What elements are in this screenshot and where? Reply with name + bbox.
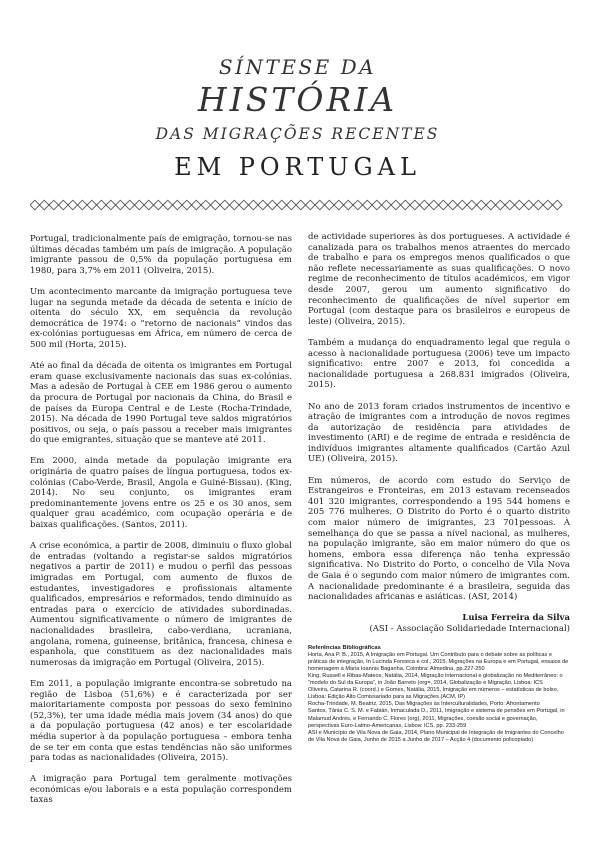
diamond-shape	[268, 200, 278, 210]
diamond-shape	[401, 200, 411, 210]
reference-item: Rocha-Trindade, M. Beatriz, 2015, Das Migrações às Interculturalidades, Porto: Afrontamento	[308, 701, 540, 708]
signature	[308, 613, 570, 634]
right-column	[308, 232, 570, 744]
diamond-shape	[135, 200, 145, 210]
reference-item: ASI e Município de Vila Nova de Gaia, 2014, Plano Municipal de Integração de Imigrantes do Concelho de Vila Nova de Gaia, Junho de 2015 a Junho de 2017 – Acção 4 (documento policopiado)	[308, 729, 564, 743]
diamond-shape	[353, 200, 363, 210]
author-organization: (ASI - Associação Solidariedade Internacional)	[369, 623, 570, 634]
title-block	[0, 55, 595, 181]
diamond-shape	[78, 200, 88, 210]
title-line-1: SÍNTESE DA	[218, 55, 377, 79]
diamond-shape	[439, 200, 449, 210]
diamond-shape	[486, 200, 496, 210]
diamond-shape	[59, 200, 69, 210]
diamond-shape	[182, 200, 192, 210]
diamond-shape	[163, 200, 173, 210]
paragraph: Em 2000, ainda metade da população imigrante era originária de quatro países de língua portuguesa, todos ex-colónias (Cabo-Verde, Brasil, Angola e Guiné-Bissau). (King, 2014). No seu conjunto, os imigrantes eram predominantemente jovens entre os 25 e os 30 anos, sem qualquer grau académico, com ocupação operária e de baixas qualificações. (Santos, 2011).	[30, 456, 292, 531]
paragraph: de actividade superiores às dos portugueses. A actividade é canalizada para os trabalhos menos atraentes do mercado de trabalho e para os empregos menos qualificados o que não reflete necessariamente as suas qualificações. O novo regime de reconhecimento de títulos académicos, em vigor desde 2007, gerou um aumento significativo do reconhecimento de qualificações de nível superior em Portugal (com destaque para os brasileiros e europeus de leste) (Oliveira, 2015).	[308, 232, 570, 327]
diamond-shape	[68, 200, 78, 210]
reference-item: Horta, Ana P. B., 2015, A Imigração em Portugal. Um Contributo para o debate sobre as políticas e práticas de integração, In Lucinda Fonseca e col., 2015, Migrações na Europa e em Portugal, ensaios de homenagem a Maria Ioannis Baganha, Coimbra: Almedina, pp.227-250	[308, 651, 569, 672]
diamond-shape	[249, 200, 259, 210]
title-line-2: HISTÓRIA	[197, 80, 398, 119]
paragraph: Portugal, tradicionalmente país de emigração, tornou-se nas últimas décadas também um país de imigração. A população imigrante passou de 0,5% da população portuguesa em 1980, para 3,7% em 2011 (Oliveira, 2015).	[30, 234, 292, 276]
diamond-shape	[201, 200, 211, 210]
diamond-shape	[325, 200, 335, 210]
diamond-shape	[505, 200, 515, 210]
left-column	[30, 234, 292, 817]
diamond-shape	[144, 200, 154, 210]
diamond-shape	[477, 200, 487, 210]
diamond-shape	[306, 200, 316, 210]
diamond-shape	[116, 200, 126, 210]
diamond-divider	[30, 198, 565, 212]
paragraph: A imigração para Portugal tem geralmente motivações económicas e/ou laborais e a esta população correspondem taxas	[30, 774, 292, 806]
diamond-shape	[49, 200, 59, 210]
diamond-shape	[277, 200, 287, 210]
diamond-shape	[458, 200, 468, 210]
diamond-shape	[230, 200, 240, 210]
diamond-shape	[30, 200, 40, 210]
diamond-shape	[40, 200, 50, 210]
diamond-shape	[344, 200, 354, 210]
diamond-shape	[553, 200, 563, 210]
diamond-shape	[258, 200, 268, 210]
diamond-shape	[220, 200, 230, 210]
diamond-shape	[410, 200, 420, 210]
diamond-shape	[534, 200, 544, 210]
paragraph: Em números, de acordo com estudo do Serviço de Estrangeiros e Fronteiras, em 2013 estavam recenseados 401 320 imigrantes, correspondendo a 195 544 homens e 205 776 mulheres. O Distrito do Porto é o quarto distrito com maior número de imigrantes, 23 701pessoas. À semelhança do que se passa a nível nacional, as mulheres, na população imigrante, são em maior número do que os homens, embora essa diferença não tenha expressão significativa. No Distrito do Porto, o concelho de Vila Nova de Gaia é o segundo com maior número de imigrantes com. A nacionalidade predominante é a brasileira, seguida das nacionalidades africanas e asiáticas. (ASI, 2014)	[308, 475, 570, 603]
title-line-4: EM PORTUGAL	[174, 153, 421, 181]
diamond-shape	[372, 200, 382, 210]
diamond-shape	[239, 200, 249, 210]
diamond-shape	[420, 200, 430, 210]
diamond-shape	[287, 200, 297, 210]
diamond-shape	[429, 200, 439, 210]
diamond-shape	[192, 200, 202, 210]
diamond-shape	[363, 200, 373, 210]
paragraph: Em 2011, a população imigrante encontra-se sobretudo na região de Lisboa (51,6%) e é caracterizada por ser maioritariamente composta por pessoas do sexo feminino (52,3%), ter uma idade média mais jovem (34 anos) do que a da população portuguesa (42 anos) e ter escolaridade média superior à da população portuguesa – embora tenha de se ter em conta que estas tendências não são uniformes para todas as nacionalidades (Oliveira, 2015).	[30, 678, 292, 764]
reference-item: Santos, Tânia C. S. M. e Fabián, Inmaculada D., 2011, Imigração e sistema de pensões em Portugal, in Malamud Andrés, e Fernando C. Flores (org), 2011, Migrações, coesão social e governação, perspectivas Euro-Latino-Americanas, Lisboa: ICS, pp. 233-259	[308, 708, 565, 729]
references-heading: Referências Bibliográficas	[308, 644, 381, 651]
diamond-shape	[315, 200, 325, 210]
diamond-shape	[467, 200, 477, 210]
diamond-shape	[515, 200, 525, 210]
diamond-shape	[106, 200, 116, 210]
reference-item: King, Russell e Ribas-Mateos, Natália, 2014, Migração internacional e globalização no Mediterrâneo: o “modelo do Sul da Europa”, in João Barreto (org=, 2014, Globalização e Migração, Lisboa: ICS	[308, 672, 563, 687]
diamond-shape	[296, 200, 306, 210]
diamond-shape	[173, 200, 183, 210]
paragraph: A crise económica, a partir de 2008, diminuiu o fluxo global de entradas (voltando a registar-se saldos migratórios negativos a partir de 2011) e mudou o perfil das pessoas imigradas em Portugal, com aumento de fluxos de estudantes, investigadores e profissionais altamente qualificados, empresários e reformados, tendo diminuído as entradas para o exercício de atividades subordinadas. Aumentou significativamente o número de imigrantes de nacionalidades brasileira, cabo-verdiana, ucraniana, angolana, romena, guineense, britânica, francesa, chinesa e espanhola, que constituem as dez nacionalidades mais numerosas da imigração em Portugal (Oliveira, 2015).	[30, 541, 292, 668]
diamond-shape	[524, 200, 534, 210]
diamond-shape	[211, 200, 221, 210]
title-line-3: DAS MIGRAÇÕES RECENTES	[155, 125, 440, 143]
paragraph: No ano de 2013 foram criados instrumentos de incentivo e atração de imigrantes com a introdução de novos regimes da autorização de residência para atividades de investimento (ARI) e de regime de entrada e residência de indivíduos imigrantes altamente qualificados (Cartão Azul UE) (Oliveira, 2015).	[308, 401, 570, 465]
diamond-shape	[543, 200, 553, 210]
paragraph: Um acontecimento marcante da imigração portuguesa teve lugar na segunda metade da década de setenta e início de oitenta do século XX, em sequência da revolução democrática de 1974: o “retorno de nacionais” vindos das ex-colónias portuguesas em África, em número de cerca de 500 mil (Horta, 2015).	[30, 286, 292, 350]
paragraph: Até ao final da década de oitenta os imigrantes em Portugal eram quase exclusivamente nacionais das suas ex-colónias. Mas a adesão de Portugal à CEE em 1986 gerou o aumento da procura de Portugal por nacionais da China, do Brasil e de países da Europa Central e de Leste (Rocha-Trindade, 2015). Na década de 1990 Portugal teve saldos migratórios positivos, ou seja, o país passou a receber mais imigrantes do que emigrantes, situação que se manteve até 2011.	[30, 361, 292, 446]
author-name: Luisa Ferreira da Silva	[462, 613, 570, 624]
diamond-shape	[496, 200, 506, 210]
diamond-shape	[154, 200, 164, 210]
diamond-shape	[87, 200, 97, 210]
reference-item: Oliveira, Catarina R. (coord.) e Gomes, Natália, 2015, Imigração em números – estatísticas de bolso, Lisboa: Edição Alto Comissariado para as Migrações (ACM, IP)	[308, 687, 559, 701]
diamond-shape	[391, 200, 401, 210]
diamond-shape	[382, 200, 392, 210]
references	[308, 645, 570, 744]
diamond-shape	[448, 200, 458, 210]
paragraph: Também a mudança do enquadramento legal que regula o acesso à nacionalidade portuguesa (2006) teve um impacto significativo: entre 2007 e 2013, foi concedida a nacionalidade portuguesa a 268.831 imigrados (Oliveira, 2015).	[308, 337, 570, 391]
diamond-shape	[97, 200, 107, 210]
diamond-shape	[334, 200, 344, 210]
diamond-shape	[125, 200, 135, 210]
